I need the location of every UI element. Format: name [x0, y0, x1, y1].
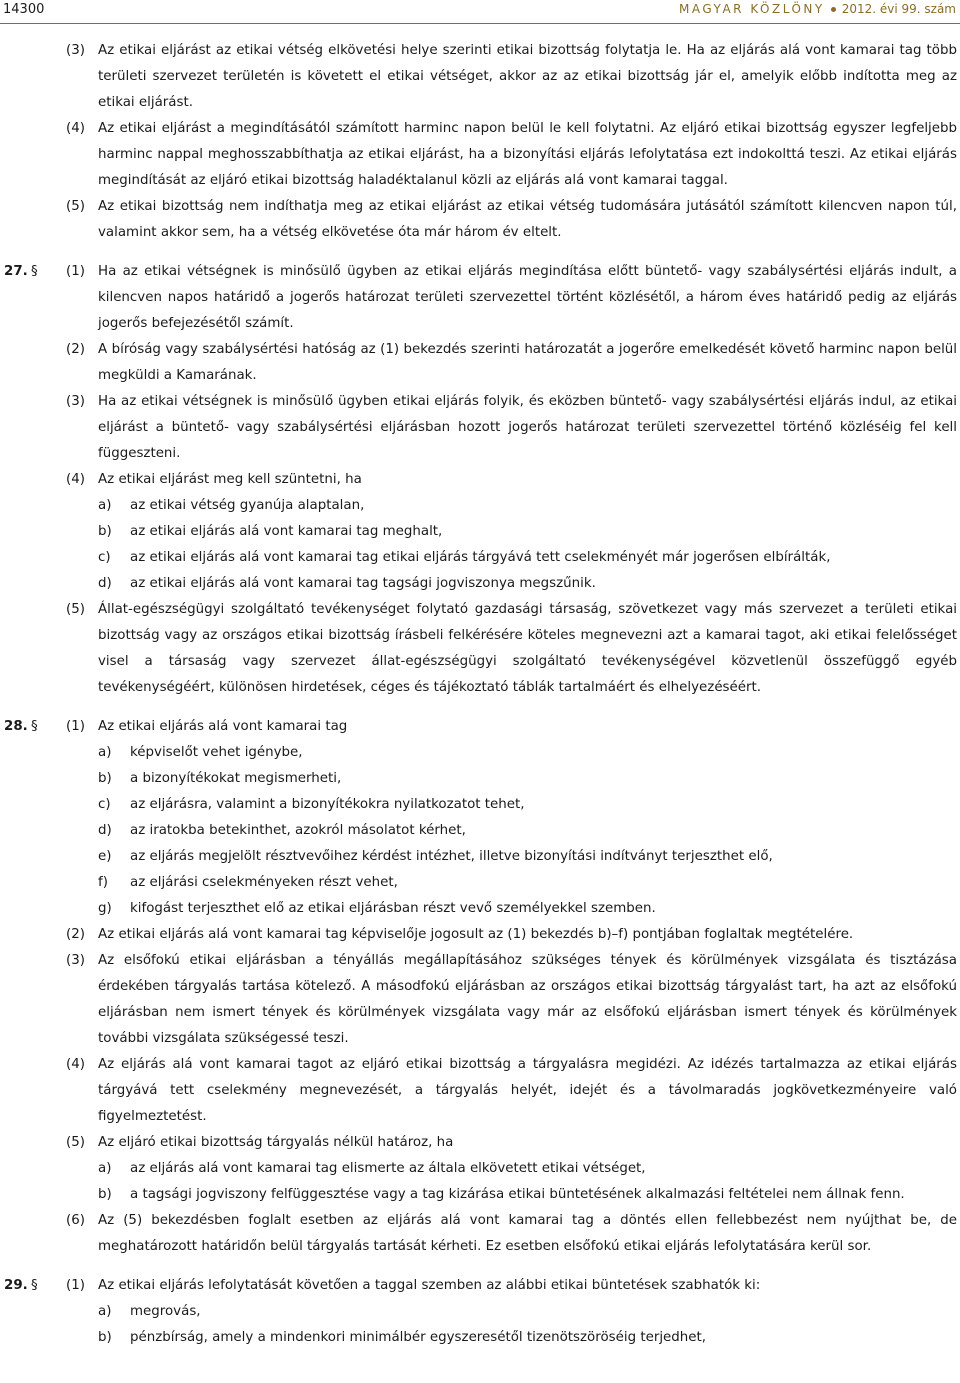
paragraph-number: (4) — [66, 1057, 85, 1072]
item-letter: b) — [98, 771, 112, 786]
list-item — [0, 519, 960, 545]
item-letter: e) — [98, 849, 112, 864]
item-letter: d) — [98, 823, 112, 838]
section-number: 28. — [4, 719, 28, 734]
bullet-icon — [831, 7, 836, 12]
list-item — [0, 571, 960, 597]
paragraph-text: Az etikai eljárás lefolytatását követően a taggal szemben az alábbi etikai büntetések szabhatók ki: — [98, 1278, 761, 1293]
list-item — [0, 1299, 960, 1325]
paragraph — [0, 467, 960, 493]
issue-number: 2012. évi 99. szám — [841, 2, 956, 16]
paragraph — [0, 337, 960, 389]
paragraph-number: (6) — [66, 1213, 85, 1228]
paragraph — [0, 1208, 960, 1260]
page-header — [0, 0, 960, 22]
item-text: az etikai eljárás alá vont kamarai tag meghalt, — [130, 524, 443, 539]
list-item — [0, 766, 960, 792]
section-sign: § — [31, 264, 38, 279]
paragraph — [0, 259, 960, 337]
list-item — [0, 870, 960, 896]
item-text: képviselőt vehet igénybe, — [130, 745, 303, 760]
item-text: az etikai eljárás alá vont kamarai tag etikai eljárás tárgyává tett cselekményét már jogerősen elbírálták, — [130, 550, 831, 565]
item-text: az eljárás alá vont kamarai tag elismerte az általa elkövetett etikai vétséget, — [130, 1161, 646, 1176]
item-letter: d) — [98, 576, 112, 591]
paragraph-text: Az etikai eljárást a megindításától számított harminc napon belül le kell folytatni. Az eljáró etikai bizottság egyszer legfeljebb harminc nappal meghosszabbíthatja az etikai eljárást, ha a bizonyítási eljárás lefolytatása ezt indokolttá teszi. Az etikai eljárás megindítását az eljáró etikai bizottság haladéktalanul közli az eljárás alá vont kamarai taggal. — [98, 121, 957, 188]
item-text: kifogást terjeszthet elő az etikai eljárásban részt vevő személyekkel szemben. — [130, 901, 656, 916]
paragraph — [0, 1273, 960, 1299]
item-letter: a) — [98, 1304, 112, 1319]
list-item — [0, 1325, 960, 1351]
paragraph-number: (5) — [66, 602, 85, 617]
paragraph-text: Ha az etikai vétségnek is minősülő ügyben etikai eljárás folyik, és eközben büntető- vagy szabálysértési eljárás indul, az etikai eljárást a büntető- vagy szabálysértési eljárásban hozott jogerős határozat területi szervezettel történő közléséig fel kell függeszteni. — [98, 394, 957, 461]
list-item — [0, 493, 960, 519]
section-28 — [0, 714, 960, 1260]
paragraph-text: Az eljárás alá vont kamarai tagot az eljáró etikai bizottság a tárgyalásra megidézi. Az idézés tartalmazza az etikai eljárás tárgyává tett cselekmény megnevezését, a tárgyalás helyét, idejét és a távolmaradás jogkövetkezményeire való figyelmeztetést. — [98, 1057, 957, 1124]
header-rule — [0, 23, 960, 24]
paragraph-number: (3) — [66, 394, 85, 409]
item-letter: c) — [98, 797, 111, 812]
item-text: a bizonyítékokat megismerheti, — [130, 771, 342, 786]
paragraph-text: Az etikai eljárást meg kell szüntetni, ha — [98, 472, 362, 487]
item-letter: b) — [98, 1187, 112, 1202]
paragraph — [0, 1130, 960, 1156]
section-27 — [0, 259, 960, 701]
paragraph-text: Az (5) bekezdésben foglalt esetben az eljárás alá vont kamarai tag a döntés ellen fellebbezést nem nyújthat be, de meghatározott határidőn belül tárgyalás tartását kérheti. Ez esetben elsőfokú etikai eljárás lefolytatására kerül sor. — [98, 1213, 957, 1254]
paragraph-number: (3) — [66, 953, 85, 968]
intro-paragraphs — [0, 38, 960, 246]
list-item — [0, 740, 960, 766]
paragraph — [0, 194, 960, 246]
item-text: az eljárásra, valamint a bizonyítékokra nyilatkozatot tehet, — [130, 797, 525, 812]
item-text: az etikai eljárás alá vont kamarai tag tagsági jogviszonya megszűnik. — [130, 576, 596, 591]
item-text: az eljárás megjelölt résztvevőihez kérdést intézhet, illetve bizonyítási indítványt terjeszthet elő, — [130, 849, 773, 864]
paragraph-number: (1) — [66, 1278, 85, 1293]
paragraph-text: A bíróság vagy szabálysértési hatóság az (1) bekezdés szerinti határozatát a jogerőre emelkedését követő harminc napon belül megküldi a Kamarának. — [98, 342, 957, 383]
list-item — [0, 1182, 960, 1208]
paragraph — [0, 597, 960, 701]
item-letter: c) — [98, 550, 111, 565]
section-number: 29. — [4, 1278, 28, 1293]
list-item — [0, 1156, 960, 1182]
list-item — [0, 792, 960, 818]
paragraph-text: Ha az etikai vétségnek is minősülő ügyben az etikai eljárás megindítása előtt büntető- vagy szabálysértési eljárás indult, a kilencven napos határidő a jogerős határozat területi szervezettel történt közlésétől, a három éves határidő pedig az eljárás jogerős befejezésétől számít. — [98, 264, 957, 331]
paragraph-text: Az etikai eljárás alá vont kamarai tag — [98, 719, 348, 734]
journal-title: MAGYAR KÖZLÖNY — [679, 2, 825, 16]
paragraph-number: (4) — [66, 472, 85, 487]
section-29 — [0, 1273, 960, 1351]
item-text: az iratokba betekinthet, azokról másolatot kérhet, — [130, 823, 466, 838]
section-sign: § — [31, 719, 38, 734]
paragraph-text: Az etikai eljárást az etikai vétség elkövetési helye szerinti etikai bizottság folytatja le. Ha az eljárás alá vont kamarai tag több területi szervezet területén is követett el etikai vétséget, akkor az az etikai bizottság jár el, amelyik előbb indította meg az etikai eljárást. — [98, 43, 957, 110]
item-letter: a) — [98, 1161, 112, 1176]
paragraph — [0, 38, 960, 116]
paragraph-number: (1) — [66, 719, 85, 734]
paragraph — [0, 922, 960, 948]
list-item — [0, 844, 960, 870]
document-body — [0, 38, 960, 1364]
paragraph — [0, 1052, 960, 1130]
paragraph-number: (2) — [66, 342, 85, 357]
paragraph-number: (4) — [66, 121, 85, 136]
paragraph-text: Az etikai eljárás alá vont kamarai tag képviselője jogosult az (1) bekezdés b)–f) pontjában foglaltak megtételére. — [98, 927, 854, 942]
list-item — [0, 545, 960, 571]
item-letter: b) — [98, 524, 112, 539]
journal-info — [679, 2, 956, 16]
section-number: 27. — [4, 264, 28, 279]
paragraph-number: (5) — [66, 1135, 85, 1150]
paragraph-number: (3) — [66, 43, 85, 58]
section-sign: § — [31, 1278, 38, 1293]
paragraph-text: Az etikai bizottság nem indíthatja meg az etikai eljárást az etikai vétség tudomására jutásától számított kilencven napon túl, valamint akkor sem, ha a vétség elkövetése óta már három év eltelt. — [98, 199, 957, 240]
item-text: az etikai vétség gyanúja alaptalan, — [130, 498, 365, 513]
paragraph — [0, 948, 960, 1052]
item-letter: f) — [98, 875, 108, 890]
paragraph-number: (1) — [66, 264, 85, 279]
item-text: megrovás, — [130, 1304, 201, 1319]
paragraph — [0, 389, 960, 467]
list-item — [0, 818, 960, 844]
paragraph-text: Az elsőfokú etikai eljárásban a tényállás megállapításához szükséges tények és körülmények vizsgálata és tisztázása érdekében tárgyalás tartása kötelező. A másodfokú eljárásban az országos etikai bizottság tárgyalást tart, ha azt az elsőfokú eljárásban nem ismert tények és körülmények vizsgálata vagy már az elsőfokú eljárásban ismert tények és körülmények további vizsgálata szükségessé teszi. — [98, 953, 957, 1046]
paragraph-text: Az eljáró etikai bizottság tárgyalás nélkül határoz, ha — [98, 1135, 454, 1150]
item-text: a tagsági jogviszony felfüggesztése vagy a tag kizárása etikai büntetésének alkalmazási feltételei nem állnak fenn. — [130, 1187, 905, 1202]
paragraph-text: Állat-egészségügyi szolgáltató tevékenységet folytató gazdasági társaság, szövetkezet vagy más szervezet a területi etikai bizottság vagy az országos etikai bizottság írásbeli felkérésére köteles megnevezni azt a kamarai tagot, aki etikai felelősséget visel a társaság vagy szervezet állat-egészségügyi szolgáltató tevékenységével közvetlenül összefüggő egyéb tevékenységéért, különösen hirdetések, céges és tájékoztató táblák tartalmáért és elhelyezéséért. — [98, 602, 957, 695]
paragraph-number: (5) — [66, 199, 85, 214]
item-text: az eljárási cselekményeken részt vehet, — [130, 875, 398, 890]
item-letter: g) — [98, 901, 112, 916]
paragraph-number: (2) — [66, 927, 85, 942]
item-letter: b) — [98, 1330, 112, 1345]
paragraph — [0, 714, 960, 740]
paragraph — [0, 116, 960, 194]
item-text: pénzbírság, amely a mindenkori minimálbér egyszeresétől tizenötszöröséig terjedhet, — [130, 1330, 707, 1345]
item-letter: a) — [98, 745, 112, 760]
list-item — [0, 896, 960, 922]
page-number: 14300 — [3, 2, 45, 17]
item-letter: a) — [98, 498, 112, 513]
